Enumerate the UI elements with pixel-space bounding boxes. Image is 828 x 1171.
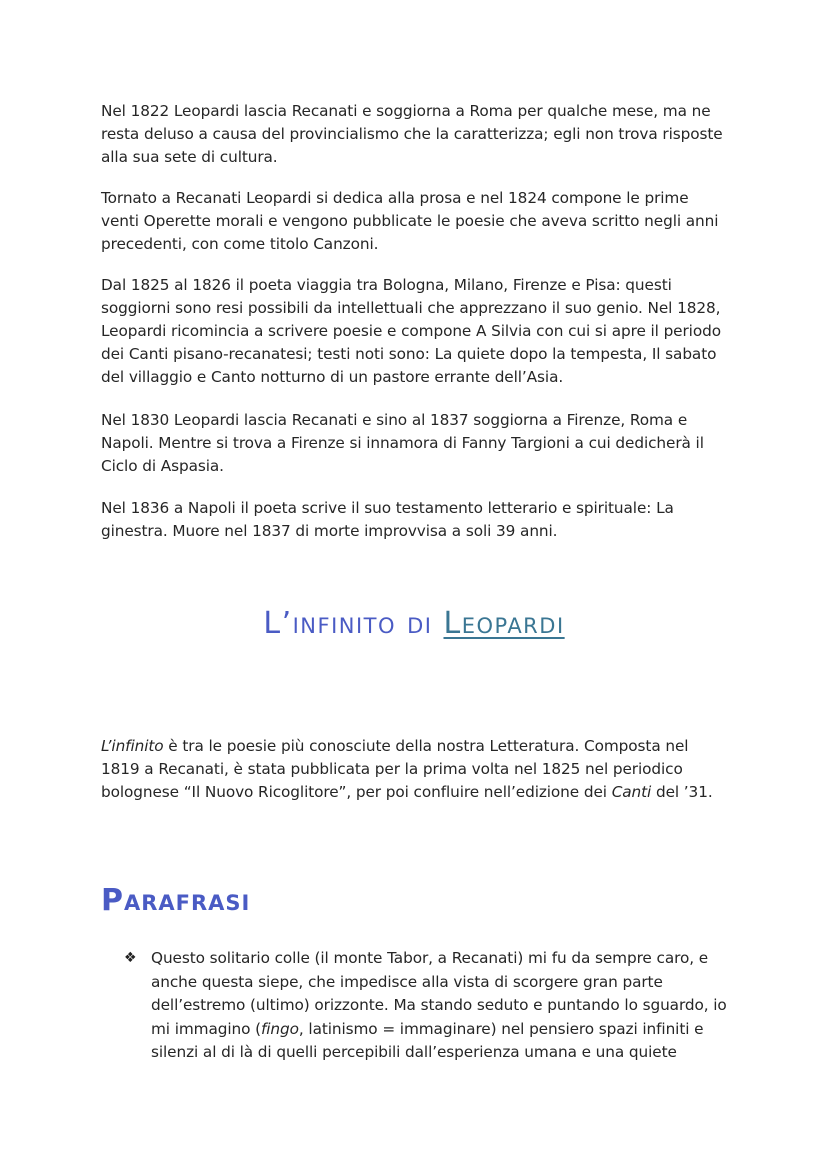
intro-text-2: del ’31.: [651, 783, 713, 801]
item-italic: fingo: [260, 1019, 299, 1038]
leopardi-link[interactable]: Leopardi: [443, 606, 565, 641]
diamond-bullet-icon: ❖: [124, 950, 137, 966]
paragraph-1822: Nel 1822 Leopardi lascia Recanati e soggiorna a Roma per qualche mese, ma ne resta deluso a causa del provincialismo che la caratterizza; egli non trova risposte alla sua sete di cultura.: [101, 102, 723, 166]
item-text-2: , latinismo = immaginare) nel pensiero spazi infiniti e silenzi al di là di quelli percepibili dall’esperienza umana e una quiete: [151, 1019, 704, 1061]
intro-text-1: è tra le poesie più conosciute della nostra Letteratura. Composta nel 1819 a Recanati, è stata pubblicata per la prima volta nel 1825 nel periodico bolognese “Il Nuovo Ricoglitore”, per poi confluire nell’edizione dei: [101, 737, 689, 801]
intro-italic-title: L’infinito: [101, 737, 164, 755]
intro-italic-canti: Canti: [611, 783, 652, 801]
item-text-1: Questo solitario colle (il monte Tabor, a Recanati) mi fu da sempre caro, e anche questa siepe, che impedisce alla vista di scorgere gran parte dell’estremo (ultimo) orizzonte. Ma stando seduto e puntando lo sguardo, io mi immagino (: [151, 949, 727, 1038]
section-title: [0, 606, 828, 641]
title-prefix: L’infinito di: [263, 606, 444, 641]
paragraph-1824: Tornato a Recanati Leopardi si dedica alla prosa e nel 1824 compone le prime venti Operette morali e vengono pubblicate le poesie che aveva scritto negli anni precedenti, con come titolo Canzoni.: [101, 189, 719, 253]
intro-paragraph: [101, 735, 731, 804]
paragraph-1825: Dal 1825 al 1826 il poeta viaggia tra Bologna, Milano, Firenze e Pisa: questi soggiorni sono resi possibili da intellettuali che apprezzano il suo genio. Nel 1828, Leopardi ricomincia a scrivere poesie e compone A Silvia con cui si apre il periodo dei Canti pisano-recanatesi; testi noti sono: La quiete dopo la tempesta, Il sabato del villaggio e Canto notturno di un pastore errante dell’Asia.: [101, 276, 721, 386]
parafrasi-list: [124, 947, 734, 1065]
parafrasi-heading: Parafrasi: [101, 883, 251, 918]
paragraph-1836: Nel 1836 a Napoli il poeta scrive il suo testamento letterario e spirituale: La ginestra. Muore nel 1837 di morte improvvisa a soli 39 anni.: [101, 499, 674, 540]
list-item: [124, 947, 734, 1065]
paragraph-1830: Nel 1830 Leopardi lascia Recanati e sino al 1837 soggiorna a Firenze, Roma e Napoli. Mentre si trova a Firenze si innamora di Fanny Targioni a cui dedicherà il Ciclo di Aspasia.: [101, 411, 704, 475]
